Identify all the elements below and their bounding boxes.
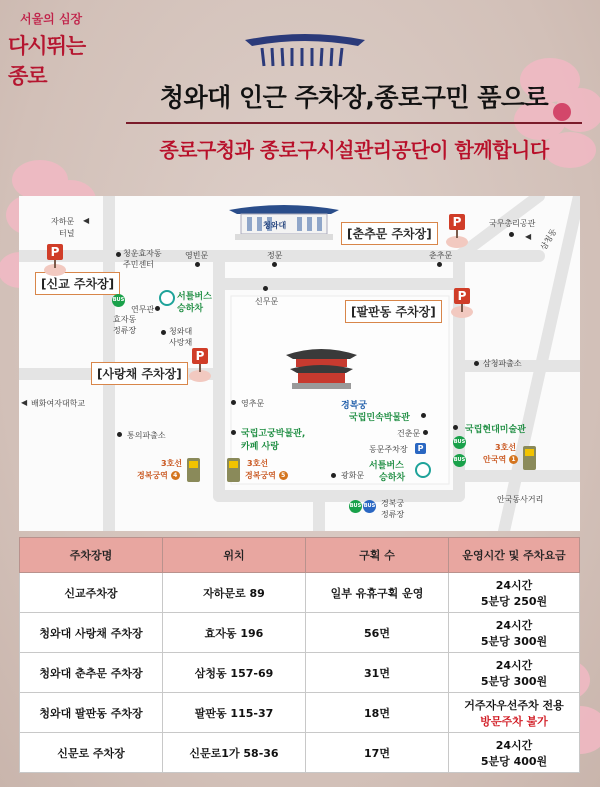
- label-yeonmugwan: 연무관: [131, 305, 155, 314]
- logo-tagline: 서울의 심장: [20, 12, 83, 26]
- label-center: 주민센터: [123, 260, 154, 269]
- poi-dot: [231, 400, 236, 405]
- metro-line-c: 3호선: [495, 443, 517, 452]
- parking-sign-icon: P: [47, 244, 63, 260]
- poi-dot: [117, 432, 122, 437]
- label-jahamun: 자하문: [51, 217, 75, 226]
- bus-stop-icon: BUS: [453, 436, 466, 449]
- header-spaces: 구획 수: [306, 538, 449, 573]
- label-cheongwadae: 청와대: [263, 221, 287, 230]
- poi-dot: [474, 361, 479, 366]
- roof-illustration: [240, 28, 370, 70]
- subway-station-icon: [227, 458, 240, 482]
- label-sarangchae: 사랑채: [169, 338, 193, 347]
- table-row: [20, 613, 580, 653]
- map-arrow-icon: ◀: [21, 398, 28, 407]
- subway-station-icon: [523, 446, 536, 470]
- poi-dot: [421, 413, 426, 418]
- label-samcheong-pol: 삼청파출소: [483, 359, 522, 368]
- cell-hours-fee: 거주자우선주차 전용 방문주차 불가: [449, 693, 580, 733]
- label-gogung1: 국립고궁박물관,: [241, 429, 306, 439]
- page-subtitle: 종로구청과 종로구시설관리공단이 함께합니다: [159, 138, 549, 162]
- poi-dot: [272, 262, 277, 267]
- parking-box-palpandong: [팔판동 주차장]: [345, 300, 442, 323]
- table-row: [20, 693, 580, 733]
- parking-box-chunchumun: [춘추문 주차장]: [341, 222, 438, 245]
- label-jeongmun: 정문: [267, 251, 283, 260]
- cell-name: 청와대 춘추문 주차장: [20, 653, 163, 693]
- label-gyeongbokgung-stop1: 경복궁: [381, 499, 405, 508]
- shuttle-bus-icon: [159, 290, 175, 306]
- label-gyeongbokgung: 경복궁: [341, 401, 368, 411]
- poi-dot: [231, 430, 236, 435]
- parking-box-sarangchae: [사랑채 주차장]: [91, 362, 188, 385]
- title-divider: [126, 122, 582, 124]
- label-samcheong-dir: 삼청동: [538, 227, 559, 252]
- label-seoulbus2b: 승하차: [379, 473, 406, 483]
- label-minsok: 국립민속박물관: [349, 413, 410, 423]
- table-row: [20, 733, 580, 773]
- label-gukmu: 국무총리공관: [489, 219, 536, 228]
- poi-dot: [453, 425, 458, 430]
- label-dongmun-parking: 동문주차장: [369, 445, 408, 454]
- parking-box-singyo: [신교 주차장]: [35, 272, 120, 295]
- map-arrow-icon: ◀: [83, 216, 90, 225]
- cell-spaces: 31면: [306, 653, 449, 693]
- bus-stop-icon: BUS: [112, 294, 125, 307]
- header-name: 주차장명: [20, 538, 163, 573]
- cell-spaces: 56면: [306, 613, 449, 653]
- label-tunnel: 터널: [59, 229, 75, 238]
- poi-dot: [509, 232, 514, 237]
- metro-line-b: 3호선: [247, 459, 269, 468]
- label-anguk-4way: 안국동사거리: [497, 495, 544, 504]
- label-jeongryujang: 정류장: [113, 326, 137, 335]
- header-hours-fee: 운영시간 및 주차요금: [449, 538, 580, 573]
- label-seoulbus1: 서틀버스: [177, 292, 212, 302]
- cell-spaces: 18면: [306, 693, 449, 733]
- cell-spaces: 일부 유휴구획 운영: [306, 573, 449, 613]
- label-geonchun: 건춘문: [397, 429, 421, 438]
- jongno-logo: [8, 8, 108, 88]
- bus-stop-icon: BUS: [363, 500, 376, 513]
- cell-location: 신문로1가 58-36: [163, 733, 306, 773]
- label-baehwa: 배화여자대학교: [31, 399, 86, 408]
- poi-dot: [155, 306, 160, 311]
- page-title: 청와대 인근 주차장,종로구민 품으로: [159, 83, 549, 112]
- label-tongui: 통의파출소: [127, 431, 166, 440]
- parking-p-icon: P: [415, 443, 426, 454]
- table-header-row: [20, 538, 580, 573]
- poi-dot: [331, 473, 336, 478]
- cell-hours-fee: 24시간 5분당 250원: [449, 573, 580, 613]
- poi-dot: [423, 430, 428, 435]
- cell-location: 삼청동 157-69: [163, 653, 306, 693]
- parking-map: [19, 196, 580, 531]
- cell-name: 청와대 팔판동 주차장: [20, 693, 163, 733]
- label-gogung2: 카페 사랑: [241, 442, 279, 452]
- label-cheongun: 청운효자동: [123, 249, 162, 258]
- shuttle-bus-icon: [415, 462, 431, 478]
- parking-sign-icon: P: [449, 214, 465, 230]
- label-yeongbinmun: 영빈문: [185, 251, 209, 260]
- bus-stop-icon: BUS: [453, 454, 466, 467]
- table-row: [20, 653, 580, 693]
- cell-hours-fee: 24시간 5분당 300원: [449, 613, 580, 653]
- poi-dot: [437, 262, 442, 267]
- label-gyeongbokgung-stop2: 정류장: [381, 510, 405, 519]
- cell-name: 신교주차장: [20, 573, 163, 613]
- poi-dot: [161, 330, 166, 335]
- label-seoulbus2: 서틀버스: [369, 461, 404, 471]
- label-seoulbus1b: 승하차: [177, 304, 204, 314]
- gyeongbokgung-building: [284, 341, 359, 391]
- cell-spaces: 17면: [306, 733, 449, 773]
- flower-right-decoration: [480, 40, 600, 200]
- map-arrow-icon: ◀: [525, 232, 532, 241]
- metro-station-a: 경복궁역 4: [137, 470, 180, 481]
- poi-dot: [116, 252, 121, 257]
- label-hyeondae: 국립현대미술관: [465, 425, 526, 435]
- header-location: 위치: [163, 538, 306, 573]
- label-sinmumun: 신무문: [255, 297, 279, 306]
- parking-sign-icon: P: [192, 348, 208, 364]
- poi-dot: [195, 262, 200, 267]
- parking-table: [19, 537, 580, 773]
- label-yeongchu: 영추문: [241, 399, 265, 408]
- cell-name: 신문로 주차장: [20, 733, 163, 773]
- subway-station-icon: [187, 458, 200, 482]
- cell-location: 팔판동 115-37: [163, 693, 306, 733]
- metro-line-a: 3호선: [161, 459, 183, 468]
- cell-hours-fee: 24시간 5분당 400원: [449, 733, 580, 773]
- poi-dot: [263, 286, 268, 291]
- label-gwanghwamun: 광화문: [341, 471, 365, 480]
- parking-sign-icon: P: [454, 288, 470, 304]
- metro-station-b: 경복궁역 5: [245, 470, 288, 481]
- bus-stop-icon: BUS: [349, 500, 362, 513]
- logo-title: 다시뛰는 종로: [8, 34, 86, 88]
- label-hyoja: 효자동: [113, 315, 137, 324]
- cell-name: 청와대 사랑채 주차장: [20, 613, 163, 653]
- cell-hours-fee: 24시간 5분당 300원: [449, 653, 580, 693]
- cell-location: 효자동 196: [163, 613, 306, 653]
- label-chunchumun: 춘추문: [429, 251, 453, 260]
- table-row: [20, 573, 580, 613]
- cell-location: 자하문로 89: [163, 573, 306, 613]
- label-cheongwadae-sarang: 청와대: [169, 327, 193, 336]
- metro-station-c: 안국역 1: [483, 454, 518, 465]
